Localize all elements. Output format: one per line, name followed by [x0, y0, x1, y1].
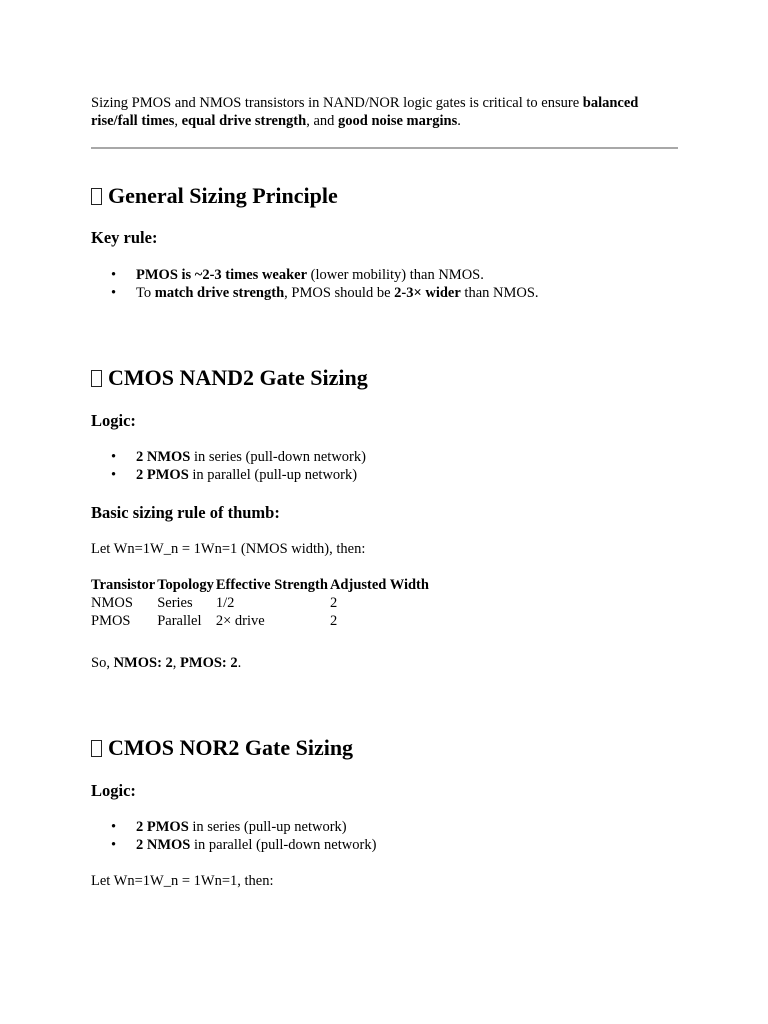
bullet-text: To — [136, 285, 155, 301]
list-item — [91, 448, 366, 466]
bullet-bold: 2 PMOS — [136, 467, 189, 483]
section-heading-text: CMOS NAND2 Gate Sizing — [108, 365, 368, 390]
table-header-row — [91, 577, 429, 593]
table-cell: 1/2 — [215, 595, 235, 611]
table-cell: Series — [157, 595, 193, 611]
section-heading-nor — [91, 735, 353, 761]
intro-bold-noise: good noise margins — [338, 113, 458, 129]
list-item — [91, 284, 539, 302]
logic-label: Logic: — [91, 411, 136, 430]
table-cell: 2× drive — [215, 613, 265, 629]
table-cell: PMOS — [91, 613, 131, 629]
list-item — [91, 466, 366, 484]
bullet-bold: 2 NMOS — [136, 837, 191, 853]
column-header: Transistor — [91, 577, 156, 593]
section-heading-text: CMOS NOR2 Gate Sizing — [108, 735, 354, 760]
bullet-bold: 2-3× wider — [394, 285, 461, 301]
list-item — [91, 818, 376, 836]
rule-of-thumb-label: Basic sizing rule of thumb: — [91, 503, 280, 522]
horizontal-rule — [91, 147, 678, 149]
intro-text: . — [457, 113, 461, 129]
summary-bold: PMOS: 2 — [180, 655, 238, 671]
nand-bullet-list — [91, 448, 366, 484]
summary-text: . — [237, 655, 242, 671]
bullet-text: in parallel (pull-down network) — [190, 837, 377, 853]
missing-glyph-icon — [91, 370, 102, 387]
intro-text: , — [174, 113, 182, 129]
bullet-text: in series (pull-down network) — [190, 449, 366, 465]
bullet-text: (lower mobility) than NMOS. — [307, 267, 484, 283]
intro-text: , and — [306, 113, 339, 129]
bullet-text: in series (pull-up network) — [188, 819, 347, 835]
section-heading-text: General Sizing Principle — [108, 183, 338, 208]
bullet-bold: 2 NMOS — [136, 449, 191, 465]
intro-bold-drive: equal drive strength — [181, 113, 307, 129]
missing-glyph-icon — [91, 188, 102, 205]
bullet-text: than NMOS. — [460, 285, 539, 301]
summary-text: So, — [91, 655, 114, 671]
table-cell: 2 — [329, 613, 338, 629]
bullet-text: , PMOS should be — [284, 285, 395, 301]
table-row — [91, 613, 429, 629]
intro-paragraph — [91, 94, 678, 130]
let-statement: Let Wn=1W_n = 1Wn=1, then: — [91, 873, 274, 889]
nand-summary — [91, 654, 241, 672]
intro-bold-balanced: balanced rise/fall times — [91, 95, 639, 129]
bullet-bold: 2 PMOS — [136, 819, 189, 835]
intro-text: Sizing PMOS and NMOS transistors in NAND/NOR logic gates is critical to ensure — [91, 95, 583, 111]
section-heading-general — [91, 183, 338, 209]
nor-bullet-list — [91, 818, 376, 854]
table-cell: Parallel — [157, 613, 202, 629]
bullet-bold: PMOS is ~2-3 times weaker — [136, 267, 308, 283]
logic-label: Logic: — [91, 781, 136, 800]
column-header: Effective Strength — [215, 577, 328, 593]
let-statement: Let Wn=1W_n = 1Wn=1 (NMOS width), then: — [91, 541, 366, 557]
table-cell: 2 — [329, 595, 338, 611]
list-item — [91, 836, 376, 854]
bullet-bold: match drive strength — [154, 285, 285, 301]
column-header: Adjusted Width — [329, 577, 429, 593]
column-header: Topology — [157, 577, 214, 593]
bullet-text: in parallel (pull-up network) — [188, 467, 358, 483]
general-bullet-list — [91, 266, 539, 302]
sizing-table — [89, 575, 431, 631]
list-item — [91, 266, 539, 284]
table-row — [91, 595, 429, 611]
section-heading-nand — [91, 365, 368, 391]
table-cell: NMOS — [91, 595, 133, 611]
key-rule-label: Key rule: — [91, 228, 158, 247]
summary-text: , — [172, 655, 181, 671]
missing-glyph-icon — [91, 740, 102, 757]
summary-bold: NMOS: 2 — [113, 655, 173, 671]
